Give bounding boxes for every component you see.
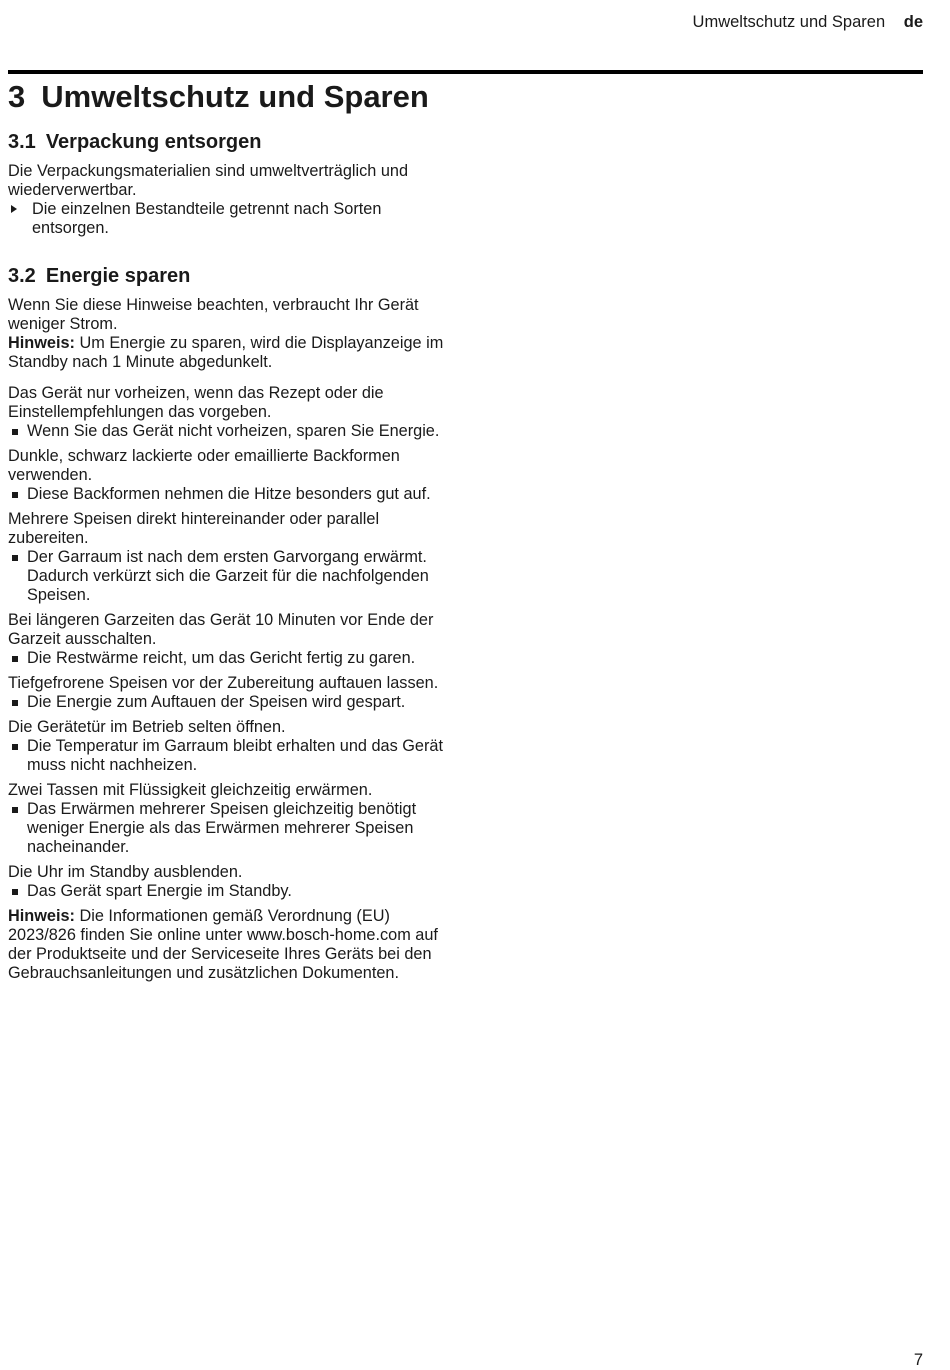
instruction-step bbox=[8, 200, 448, 238]
tip-result-text: Das Gerät spart Energie im Standby. bbox=[27, 882, 292, 900]
tip-result bbox=[8, 693, 448, 712]
tip bbox=[8, 863, 448, 901]
tip-result-text: Die Energie zum Auftauen der Speisen wird gespart. bbox=[27, 693, 406, 711]
header-rule bbox=[8, 70, 923, 74]
tip bbox=[8, 384, 448, 441]
instruction-text: Die einzelnen Bestandteile getrennt nach Sorten entsorgen. bbox=[32, 200, 382, 237]
header-section-title: Umweltschutz und Sparen bbox=[692, 13, 886, 31]
tip bbox=[8, 674, 448, 712]
running-header bbox=[693, 12, 923, 32]
tip-text: Mehrere Speisen direkt hintereinander oder parallel zubereiten. bbox=[8, 510, 380, 547]
section-number: 3.1 bbox=[8, 131, 36, 153]
page-content bbox=[8, 78, 448, 983]
tip-result bbox=[8, 649, 448, 668]
section-number: 3.2 bbox=[8, 265, 36, 287]
intro-paragraph: Wenn Sie diese Hinweise beachten, verbraucht Ihr Gerät weniger Strom. bbox=[8, 296, 419, 333]
square-bullet-icon bbox=[8, 882, 27, 901]
note-text: Die Informationen gemäß Verordnung (EU) 2023/826 finden Sie online unter www.bosch-home.com auf der Produktseite und der Serviceseite Ihres Geräts bei den Gebrauchsanleitungen und zusätzlichen Dokumenten. bbox=[8, 907, 438, 982]
square-bullet-icon bbox=[8, 649, 27, 668]
tip bbox=[8, 781, 448, 857]
tip bbox=[8, 611, 448, 668]
section-heading bbox=[8, 264, 448, 288]
tip-result-text: Wenn Sie das Gerät nicht vorheizen, sparen Sie Energie. bbox=[27, 422, 440, 440]
tip-result bbox=[8, 485, 448, 504]
note bbox=[8, 907, 448, 983]
section-title: Verpackung entsorgen bbox=[45, 131, 262, 153]
header-language-code: de bbox=[903, 13, 923, 31]
tip-text: Die Uhr im Standby ausblenden. bbox=[8, 863, 243, 881]
tip-text: Die Gerätetür im Betrieb selten öffnen. bbox=[8, 718, 286, 736]
tip bbox=[8, 718, 448, 775]
square-bullet-icon bbox=[8, 422, 27, 441]
square-bullet-icon bbox=[8, 737, 27, 775]
tip bbox=[8, 447, 448, 504]
tip-text: Dunkle, schwarz lackierte oder emaillierte Backformen verwenden. bbox=[8, 447, 400, 484]
tip-text: Das Gerät nur vorheizen, wenn das Rezept oder die Einstellempfehlungen das vorgeben. bbox=[8, 384, 384, 421]
note bbox=[8, 334, 448, 372]
tip-result-text: Die Temperatur im Garraum bleibt erhalten und das Gerät muss nicht nachheizen. bbox=[27, 737, 443, 774]
chapter-number: 3 bbox=[8, 79, 26, 114]
page-number: 7 bbox=[913, 1351, 923, 1369]
paragraph: Die Verpackungsmaterialien sind umweltverträglich und wiederverwertbar. bbox=[8, 162, 408, 199]
tip-result-text: Die Restwärme reicht, um das Gericht fertig zu garen. bbox=[27, 649, 416, 667]
tip-text: Tiefgefrorene Speisen vor der Zubereitung auftauen lassen. bbox=[8, 674, 439, 692]
square-bullet-icon bbox=[8, 693, 27, 712]
tip-result-text: Das Erwärmen mehrerer Speisen gleichzeitig benötigt weniger Energie als das Erwärmen mehrerer Speisen nacheinander. bbox=[27, 800, 417, 856]
section-heading bbox=[8, 130, 448, 154]
tip-result bbox=[8, 548, 448, 605]
note-label: Hinweis: bbox=[8, 907, 75, 925]
note-text: Um Energie zu sparen, wird die Displayanzeige im Standby nach 1 Minute abgedunkelt. bbox=[8, 334, 444, 371]
tip-result-text: Diese Backformen nehmen die Hitze besonders gut auf. bbox=[27, 485, 431, 503]
section-title: Energie sparen bbox=[45, 265, 191, 287]
square-bullet-icon bbox=[8, 548, 27, 605]
tip-result-text: Der Garraum ist nach dem ersten Garvorgang erwärmt. Dadurch verkürzt sich die Garzeit für die nachfolgenden Speisen. bbox=[27, 548, 429, 604]
tip-result bbox=[8, 800, 448, 857]
square-bullet-icon bbox=[8, 485, 27, 504]
tip bbox=[8, 510, 448, 605]
tip-result bbox=[8, 422, 448, 441]
chapter-title: Umweltschutz und Sparen bbox=[41, 79, 429, 114]
tip-result bbox=[8, 882, 448, 901]
section-energy-saving bbox=[8, 264, 448, 983]
tip-text: Zwei Tassen mit Flüssigkeit gleichzeitig erwärmen. bbox=[8, 781, 373, 799]
note-label: Hinweis: bbox=[8, 334, 75, 352]
chapter-heading bbox=[8, 78, 448, 116]
tip-text: Bei längeren Garzeiten das Gerät 10 Minuten vor Ende der Garzeit ausschalten. bbox=[8, 611, 434, 648]
tip-result bbox=[8, 737, 448, 775]
triangle-bullet-icon bbox=[8, 200, 32, 238]
square-bullet-icon bbox=[8, 800, 27, 857]
section-packaging bbox=[8, 130, 448, 238]
